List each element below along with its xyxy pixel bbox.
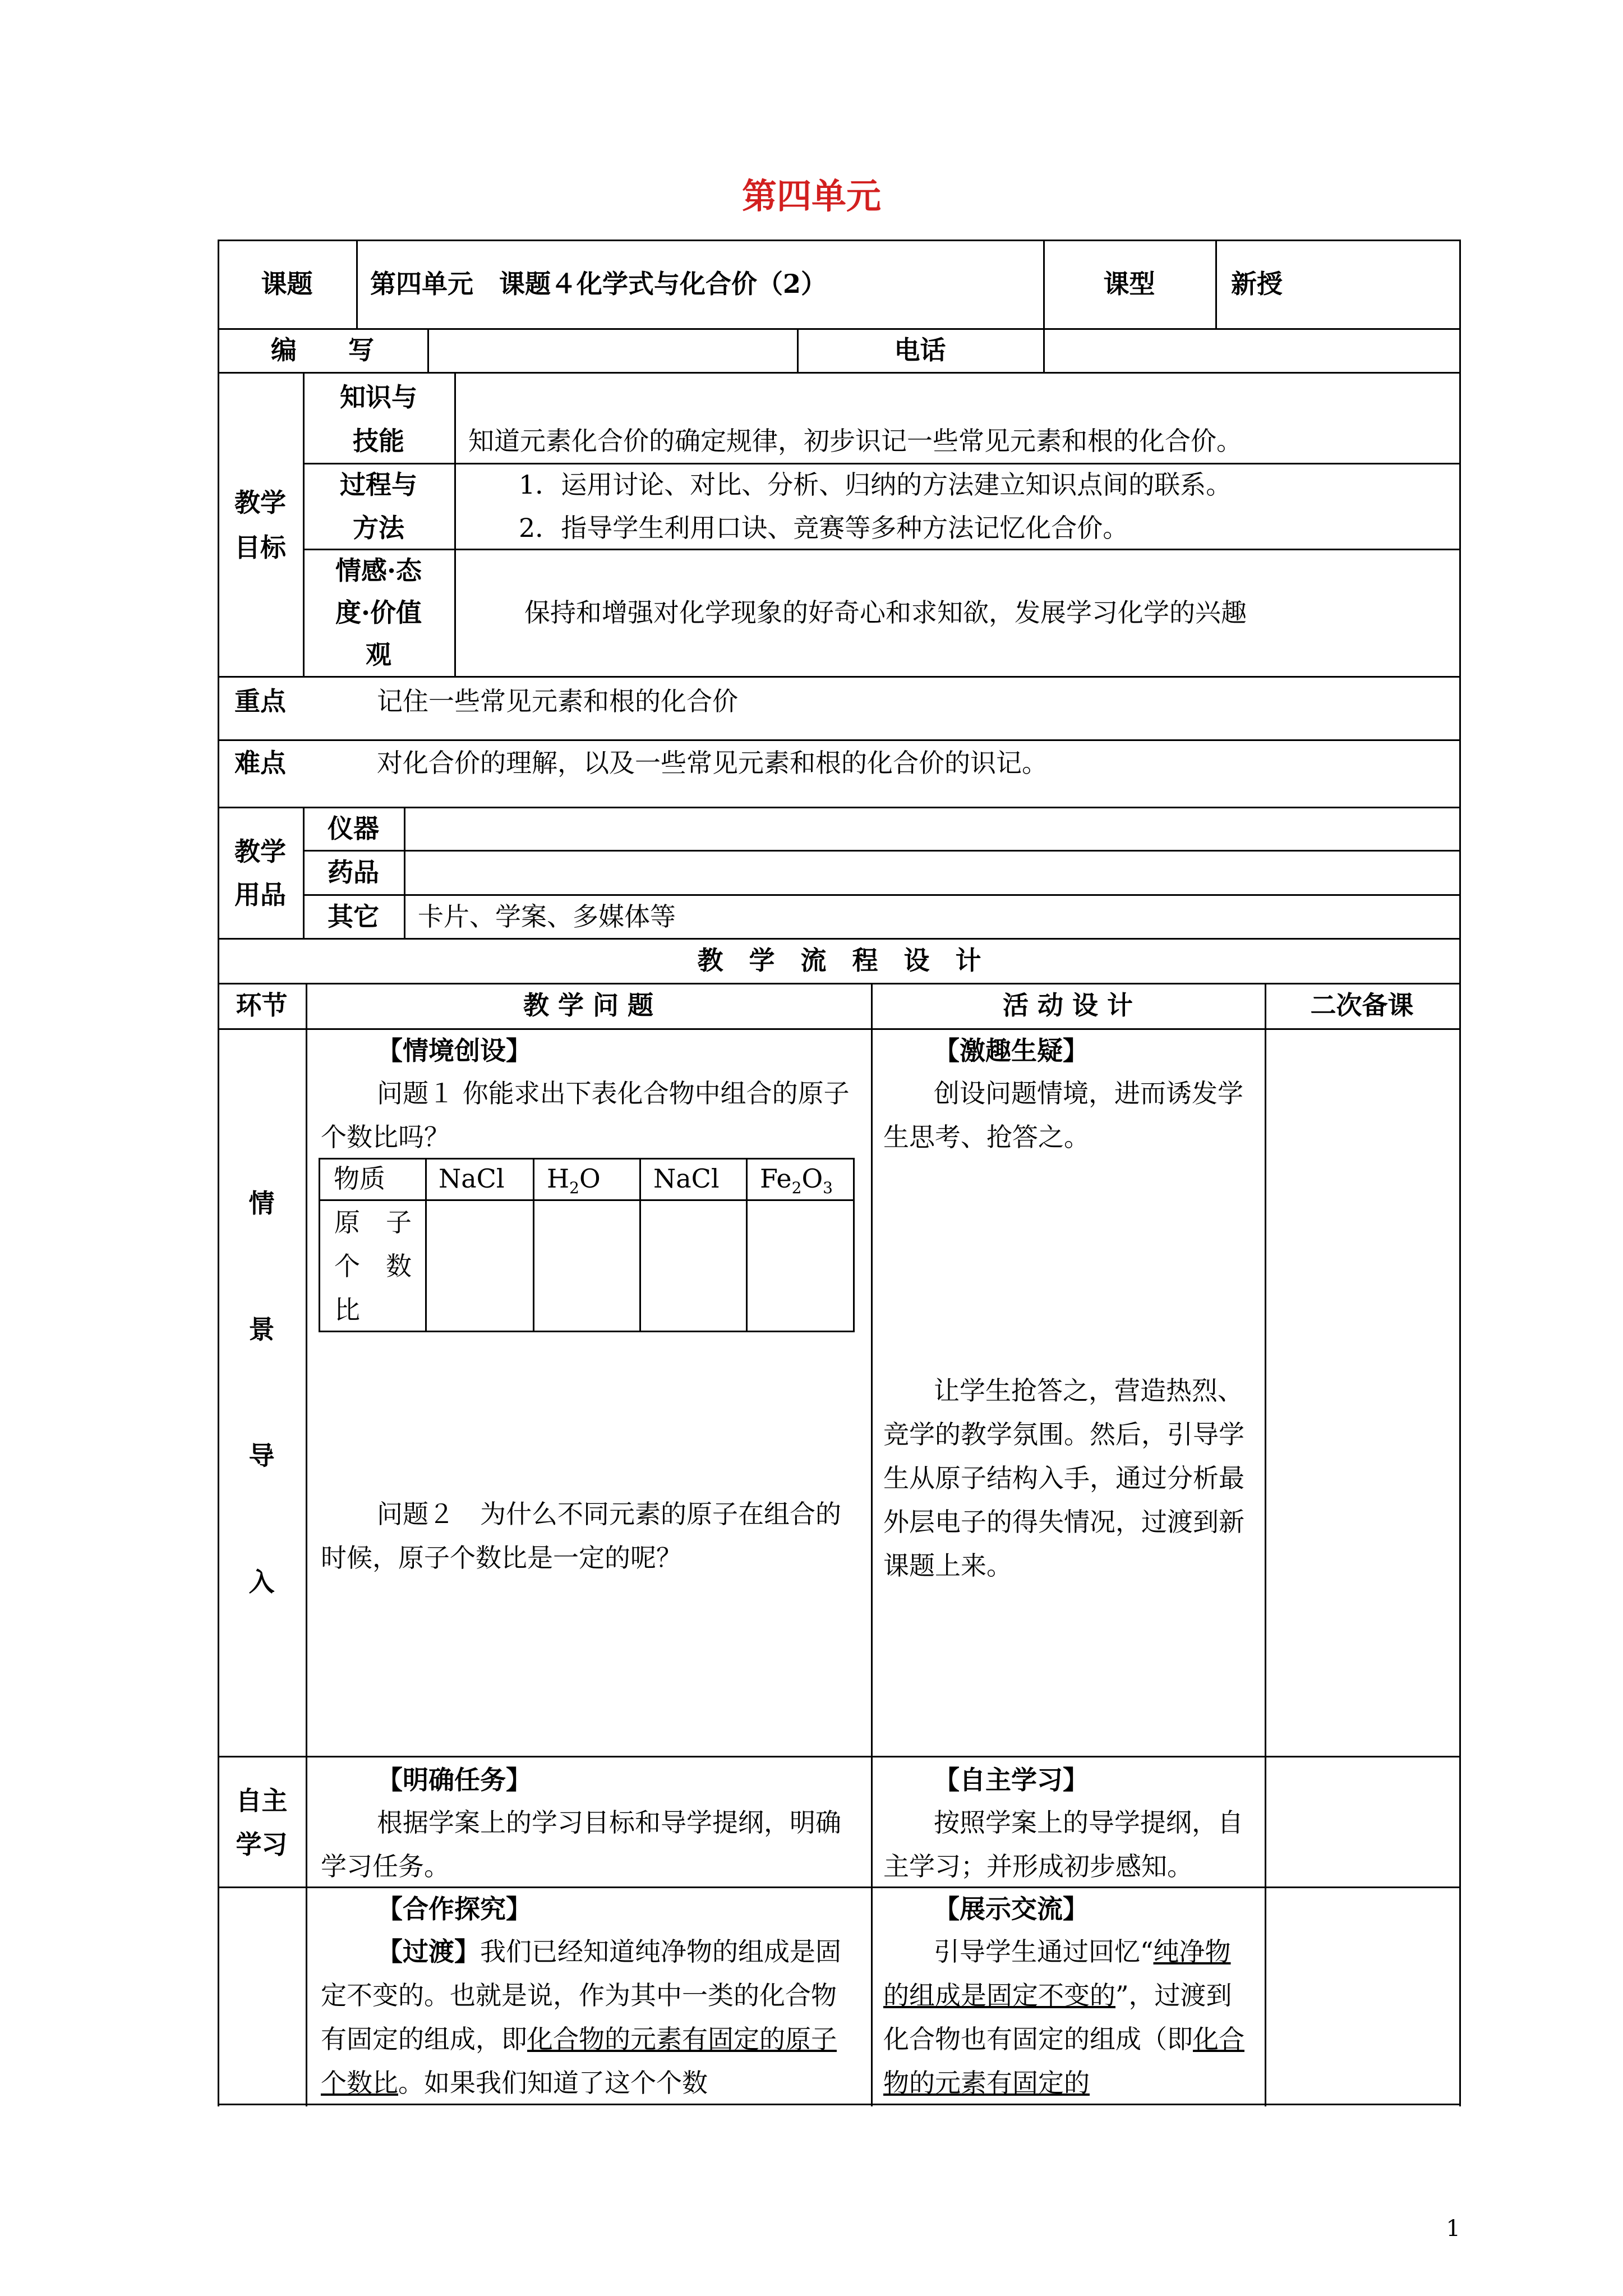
coop-question-text-a: 我们已经知道纯净物的组成是固定不变的。也就是说，作为其中一类的化合物有固定的组成，即: [321, 1936, 841, 2054]
document-title: 第四单元: [741, 176, 881, 217]
coop-activity-underlined-2: 化合物的元素有固定的: [883, 2024, 1244, 2098]
intro-activity-2: 让学生抢答之，营造热烈、竞学的教学氛围。然后，引导学生从原子结构入手，通过分析最外层电子的得失情况，过渡到新课题上来。: [883, 1375, 1244, 1581]
self-study-activity-heading: 【自主学习】: [934, 1765, 1089, 1795]
header-activity: 活 动 设 计: [1002, 990, 1133, 1020]
intro-section-char-4: 入: [248, 1567, 275, 1597]
process-text-1: 1．运用讨论、对比、分析、归纳的方法建立知识点间的联系。: [519, 470, 1232, 500]
knowledge-text: 知道元素化合价的确定规律，初步识记一些常见元素和根的化合价。: [468, 426, 1242, 456]
key-point-label: 重点: [234, 686, 286, 716]
table-row-label: 原 子 个 数 比: [334, 1207, 412, 1325]
table-header-nacl-1: NaCl: [439, 1163, 505, 1194]
coop-question-heading: 【合作探究】: [377, 1894, 532, 1924]
table-header-fe2o3: $Fe_2O_3$: [760, 1163, 833, 1198]
coop-question-underlined: 化合物的元素有固定的原子个数比: [321, 2024, 837, 2098]
supplies-label-2: 用品: [234, 880, 286, 910]
self-study-question-text: 根据学案上的学习目标和导学提纲，明确学习任务。: [321, 1807, 841, 1881]
lesson-type-value: 新授: [1231, 269, 1283, 299]
knowledge-label-2: 技能: [353, 426, 404, 456]
emotion-label-1: 情感·态: [335, 555, 422, 586]
transition-tag: 【过渡】: [377, 1936, 480, 1967]
table-header-nacl-2: NaCl: [653, 1163, 720, 1194]
difficult-point-label: 难点: [234, 748, 286, 778]
process-text-2: 2．指导学生利用口诀、竞赛等多种方法记忆化合价。: [519, 513, 1129, 543]
intro-activity-heading: 【激趣生疑】: [934, 1036, 1089, 1066]
self-study-question-heading: 【明确任务】: [377, 1765, 532, 1795]
emotion-label-3: 观: [366, 639, 391, 670]
topic-value: 第四单元 课题４化学式与化合价（2）: [370, 269, 827, 299]
coop-activity-text-b: ”，过渡到化合物也有固定的组成（即: [883, 1980, 1232, 2054]
emotion-label-2: 度·价值: [335, 597, 422, 628]
key-point-text: 记住一些常见元素和根的化合价: [377, 686, 738, 716]
intro-activity-1: 创设问题情境，进而诱发学生思考、抢答之。: [883, 1078, 1243, 1152]
objectives-label-2: 目标: [234, 532, 286, 563]
flow-title: 教 学 流 程 设 计: [697, 945, 981, 976]
intro-question-heading: 【情境创设】: [377, 1036, 532, 1066]
intro-section-char-3: 导: [248, 1441, 275, 1471]
other-text: 卡片、学案、多媒体等: [418, 901, 676, 932]
process-label-1: 过程与: [340, 470, 417, 500]
objectives-label-1: 教学: [234, 487, 286, 518]
instrument-label: 仪器: [328, 813, 379, 844]
emotion-text: 保持和增强对化学现象的好奇心和求知欲，发展学习化学的兴趣: [524, 597, 1247, 628]
drugs-label: 药品: [328, 857, 379, 887]
coop-question-text-b: 。如果我们知道了这个个数: [398, 2068, 708, 2098]
phone-label: 电话: [894, 335, 946, 365]
lesson-type-label: 课型: [1103, 269, 1155, 299]
table-header-h2o: $H_2O$: [547, 1163, 601, 1198]
coop-activity-underlined-1: 纯净物的组成是固定不变的: [883, 1936, 1231, 2010]
header-question: 教 学 问 题: [523, 990, 654, 1020]
self-study-activity-text: 按照学案上的导学提纲，自主学习；并形成初步感知。: [883, 1807, 1243, 1881]
coop-activity-text: [883, 1930, 1253, 2105]
process-label-2: 方法: [353, 513, 404, 543]
knowledge-label-1: 知识与: [340, 382, 417, 412]
coop-activity-text-a: 引导学生通过回忆“: [934, 1936, 1154, 1967]
intro-section-char-2: 景: [248, 1314, 275, 1345]
self-study-label-1: 自主: [236, 1786, 288, 1816]
header-backup: 二次备课: [1310, 990, 1414, 1020]
page-number: 1: [1446, 2216, 1460, 2242]
intro-section-char-1: 情: [248, 1188, 275, 1218]
coop-question-text: [321, 1930, 859, 2105]
intro-question-2: 问题２ 为什么不同元素的原子在组合的时候，原子个数比是一定的呢？: [321, 1499, 841, 1573]
self-study-label-2: 学习: [236, 1829, 288, 1860]
other-label: 其它: [328, 901, 379, 932]
supplies-label-1: 教学: [234, 836, 286, 867]
intro-question-1: 问题１ 你能求出下表化合物中组合的原子个数比吗？: [321, 1078, 850, 1152]
difficult-point-text: 对化合价的理解，以及一些常见元素和根的化合价的识记。: [377, 748, 1048, 778]
table-header-substance: 物质: [334, 1163, 385, 1194]
header-section: 环节: [236, 990, 288, 1020]
topic-label: 课题: [261, 269, 313, 299]
author-label: 编 写: [271, 335, 374, 365]
coop-activity-heading: 【展示交流】: [934, 1894, 1089, 1924]
